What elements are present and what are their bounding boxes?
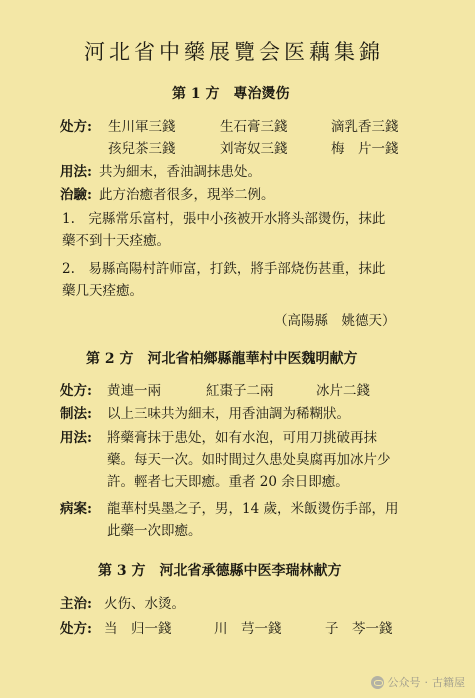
recipe-1-usage-label: 用法: [60,164,92,180]
recipe-2-usage-line: 藥。每天一次。如时間过久患处臭腐再加冰片少 [107,452,391,468]
recipe-1-ingredient: 生川軍三錢 [108,119,176,135]
recipe-2-usage-line: 將藥膏抹于患处，如有水泡，可用刀挑破再抹 [107,430,377,446]
recipe-1-case-2-line: 2. 易縣高陽村許师富，打鉄，將手部烧伤甚重，抹此 [62,261,386,277]
recipe-2-preparation-text: 以上三味共为細末，用香油調为稀糊狀。 [107,406,350,422]
page-title: 河北省中藥展覽会医藕集錦 [84,40,384,64]
recipe-1-case-2-line: 藥几天痊癒。 [62,283,143,299]
recipe-1-prescription-label: 处方: [60,119,92,135]
recipe-2-case-line: 龍華村吳墨之子，男，14 歲，米飯燙伤手部，用 [107,501,399,517]
recipe-2-case-label: 病案: [60,501,92,517]
recipe-2-usage-line: 許。輕者七天即癒。重者 20 余日即癒。 [107,474,349,490]
recipe-2-ingredient: 紅棗子二兩 [206,383,274,399]
recipe-2-heading: 第 2 方 河北省柏鄉縣龍華村中医魏明献方 [86,351,358,367]
watermark-name: 古籍屋 [432,676,465,689]
recipe-3-ingredient: 子 芩一錢 [325,621,393,637]
recipe-2-case-line: 此藥一次即癒。 [107,523,202,539]
watermark [371,674,466,690]
recipe-2-usage-label: 用法: [60,430,92,446]
recipe-1-cases-text: 此方治癒者很多，現举二例。 [99,187,275,203]
watermark-prefix: 公众号 [387,676,421,689]
recipe-2-ingredient: 黄連一兩 [107,383,161,399]
recipe-3-indication-text: 火伤、水烫。 [104,596,185,612]
recipe-3-ingredient: 川 芎一錢 [214,621,282,637]
recipe-2-preparation-label: 制法: [60,406,92,422]
recipe-1-cases-label: 治驗: [60,187,92,203]
recipe-1-case-1-line: 藥不到十天痊癒。 [62,233,170,249]
recipe-1-heading: 第 1 方 專治燙伤 [172,86,290,102]
recipe-1-author: （高陽縣 姚德天） [274,313,396,329]
recipe-1-ingredient: 滴乳香三錢 [331,119,399,135]
recipe-1-case-1-line: 1. 完縣常乐富村，張中小孩被开水將头部燙伤，抹此 [62,211,386,227]
recipe-3-prescription-label: 处方: [60,621,92,637]
recipe-2-prescription-label: 处方: [60,383,92,399]
recipe-3-indication-label: 主治: [60,596,92,612]
recipe-3-ingredient: 当 归一錢 [104,621,172,637]
recipe-1-usage-text: 共为細末，香油調抹患处。 [99,164,261,180]
recipe-1-ingredient: 生石膏三錢 [220,119,288,135]
recipe-2-ingredient: 冰片二錢 [316,383,370,399]
wechat-icon [371,676,384,689]
recipe-1-ingredient: 孩兒茶三錢 [108,141,176,157]
recipe-1-ingredient: 梅 片一錢 [331,141,399,157]
watermark-separator: · [424,675,428,689]
recipe-3-heading: 第 3 方 河北省承德縣中医李瑞林献方 [98,563,342,579]
recipe-1-ingredient: 刘寄奴三錢 [220,141,288,157]
